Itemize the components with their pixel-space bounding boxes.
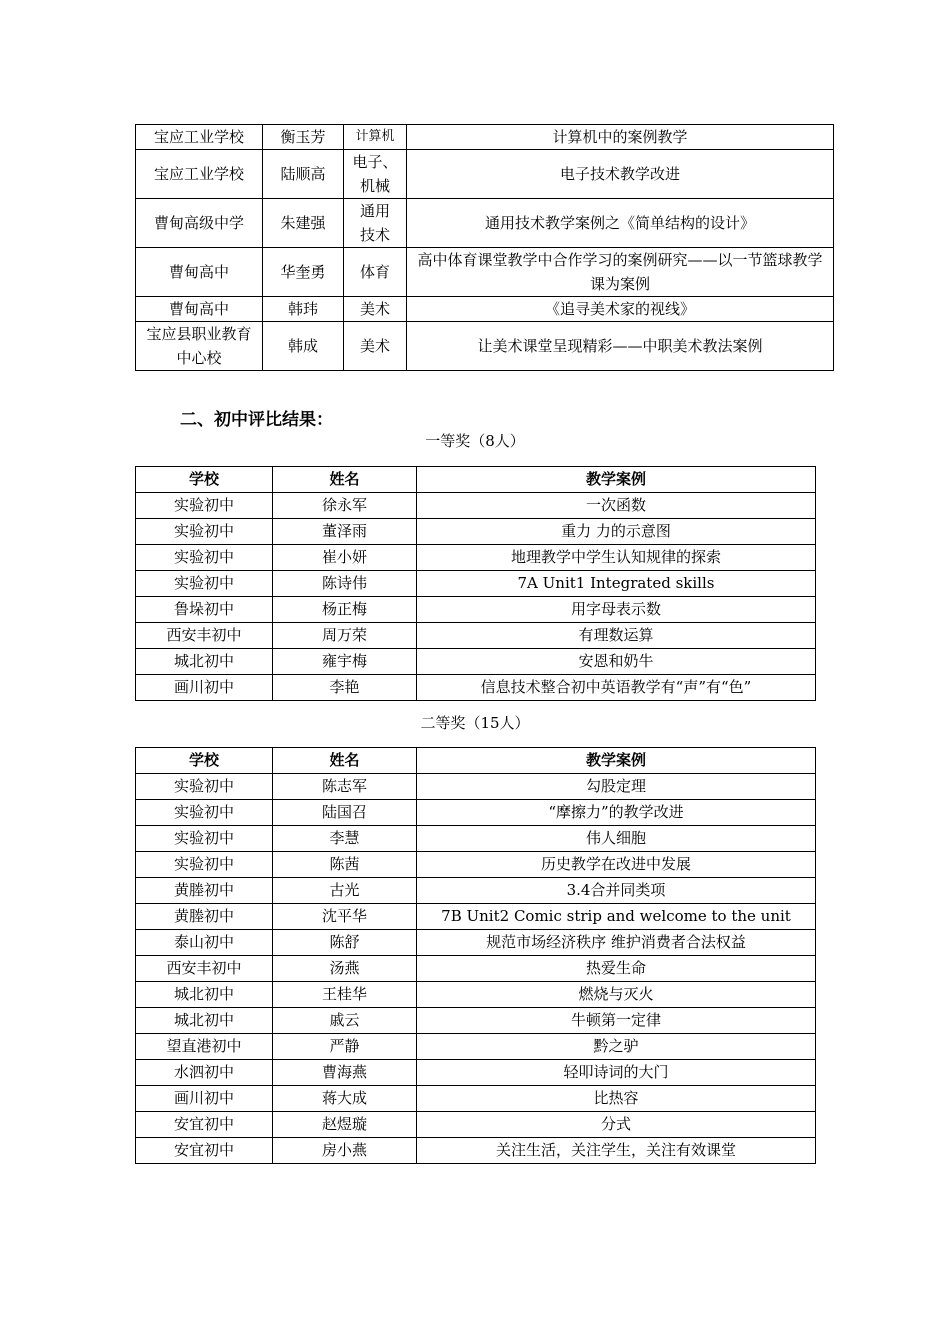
name-cell: 徐永军 xyxy=(273,493,417,519)
table-row xyxy=(136,125,834,150)
case-cell: 3.4合并同类项 xyxy=(417,878,816,904)
header-school: 学校 xyxy=(136,748,273,774)
second-prize-table xyxy=(135,747,816,1164)
name-cell: 房小燕 xyxy=(273,1138,417,1164)
name-cell: 陆顺高 xyxy=(263,150,344,199)
school-cell: 水泗初中 xyxy=(136,1060,273,1086)
table-row xyxy=(136,774,816,800)
table-row xyxy=(136,800,816,826)
table-row xyxy=(136,1086,816,1112)
name-cell: 韩成 xyxy=(263,322,344,371)
name-cell: 陈志军 xyxy=(273,774,417,800)
table-row xyxy=(136,675,816,701)
table-row xyxy=(136,150,834,199)
table-row xyxy=(136,519,816,545)
school-cell: 宝应工业学校 xyxy=(136,150,263,199)
case-cell: 燃烧与灭火 xyxy=(417,982,816,1008)
table-row xyxy=(136,1008,816,1034)
name-cell: 汤燕 xyxy=(273,956,417,982)
table-row xyxy=(136,1034,816,1060)
case-cell: 重力 力的示意图 xyxy=(417,519,816,545)
name-cell: 赵煜璇 xyxy=(273,1112,417,1138)
header-case: 教学案例 xyxy=(417,748,816,774)
school-cell: 实验初中 xyxy=(136,852,273,878)
name-cell: 陈舒 xyxy=(273,930,417,956)
case-cell: 用字母表示数 xyxy=(417,597,816,623)
case-cell: 电子技术教学改进 xyxy=(407,150,834,199)
school-cell: 黄塍初中 xyxy=(136,878,273,904)
name-cell: 杨正梅 xyxy=(273,597,417,623)
school-cell: 西安丰初中 xyxy=(136,956,273,982)
school-cell: 曹甸高中 xyxy=(136,297,263,322)
school-cell: 黄塍初中 xyxy=(136,904,273,930)
case-cell: 分式 xyxy=(417,1112,816,1138)
table-row xyxy=(136,826,816,852)
case-cell: 黔之驴 xyxy=(417,1034,816,1060)
case-cell: 让美术课堂呈现精彩——中职美术教法案例 xyxy=(407,322,834,371)
name-cell: 陈诗伟 xyxy=(273,571,417,597)
case-cell: 勾股定理 xyxy=(417,774,816,800)
case-cell: 7A Unit1 Integrated skills xyxy=(417,571,816,597)
table-row xyxy=(136,878,816,904)
name-cell: 古光 xyxy=(273,878,417,904)
case-cell: 高中体育课堂教学中合作学习的案例研究——以一节篮球教学课为案例 xyxy=(407,248,834,297)
table-row xyxy=(136,248,834,297)
subject-cell: 电子、机械 xyxy=(344,150,407,199)
name-cell: 崔小妍 xyxy=(273,545,417,571)
table-row xyxy=(136,545,816,571)
case-cell: 伟人细胞 xyxy=(417,826,816,852)
school-cell: 鲁垛初中 xyxy=(136,597,273,623)
case-cell: 历史教学在改进中发展 xyxy=(417,852,816,878)
school-cell: 画川初中 xyxy=(136,675,273,701)
subject-cell: 体育 xyxy=(344,248,407,297)
table-row xyxy=(136,1060,816,1086)
name-cell: 华奎勇 xyxy=(263,248,344,297)
first-prize-caption: 一等奖（8人） xyxy=(425,432,525,450)
case-cell: 牛顿第一定律 xyxy=(417,1008,816,1034)
school-cell: 泰山初中 xyxy=(136,930,273,956)
name-cell: 朱建强 xyxy=(263,199,344,248)
name-cell: 曹海燕 xyxy=(273,1060,417,1086)
name-cell: 韩玮 xyxy=(263,297,344,322)
school-cell: 城北初中 xyxy=(136,982,273,1008)
school-cell: 城北初中 xyxy=(136,649,273,675)
school-cell: 曹甸高中 xyxy=(136,248,263,297)
school-cell: 曹甸高级中学 xyxy=(136,199,263,248)
case-cell: 规范市场经济秩序 维护消费者合法权益 xyxy=(417,930,816,956)
case-cell: 信息技术整合初中英语教学有“声”有“色” xyxy=(417,675,816,701)
case-cell: 关注生活，关注学生，关注有效课堂 xyxy=(417,1138,816,1164)
name-cell: 李艳 xyxy=(273,675,417,701)
table-row xyxy=(136,571,816,597)
header-school: 学校 xyxy=(136,467,273,493)
table-row xyxy=(136,649,816,675)
case-cell: 一次函数 xyxy=(417,493,816,519)
school-cell: 实验初中 xyxy=(136,800,273,826)
case-cell: 比热容 xyxy=(417,1086,816,1112)
subject-cell: 计算机 xyxy=(344,125,407,150)
school-cell: 宝应县职业教育中心校 xyxy=(136,322,263,371)
school-cell: 实验初中 xyxy=(136,571,273,597)
subject-cell: 通用技术 xyxy=(344,199,407,248)
name-cell: 李慧 xyxy=(273,826,417,852)
table-row xyxy=(136,493,816,519)
school-cell: 宝应工业学校 xyxy=(136,125,263,150)
header-case: 教学案例 xyxy=(417,467,816,493)
school-cell: 安宜初中 xyxy=(136,1138,273,1164)
case-cell: 安恩和奶牛 xyxy=(417,649,816,675)
case-cell: 通用技术教学案例之《简单结构的设计》 xyxy=(407,199,834,248)
school-cell: 实验初中 xyxy=(136,545,273,571)
name-cell: 陆国召 xyxy=(273,800,417,826)
case-cell: 《追寻美术家的视线》 xyxy=(407,297,834,322)
name-cell: 周万荣 xyxy=(273,623,417,649)
table-header-row xyxy=(136,748,816,774)
name-cell: 董泽雨 xyxy=(273,519,417,545)
school-cell: 实验初中 xyxy=(136,493,273,519)
header-name: 姓名 xyxy=(273,467,417,493)
case-cell: 有理数运算 xyxy=(417,623,816,649)
header-name: 姓名 xyxy=(273,748,417,774)
table-row xyxy=(136,322,834,371)
table-row xyxy=(136,1138,816,1164)
table-header-row xyxy=(136,467,816,493)
school-cell: 西安丰初中 xyxy=(136,623,273,649)
name-cell: 沈平华 xyxy=(273,904,417,930)
school-cell: 城北初中 xyxy=(136,1008,273,1034)
table-row xyxy=(136,956,816,982)
name-cell: 衡玉芳 xyxy=(263,125,344,150)
second-prize-caption: 二等奖（15人） xyxy=(420,714,530,732)
table-row xyxy=(136,199,834,248)
name-cell: 蒋大成 xyxy=(273,1086,417,1112)
section-heading-junior: 二、初中评比结果： xyxy=(180,410,333,430)
table-row xyxy=(136,623,816,649)
case-cell: “摩擦力”的教学改进 xyxy=(417,800,816,826)
name-cell: 严静 xyxy=(273,1034,417,1060)
school-cell: 画川初中 xyxy=(136,1086,273,1112)
case-cell: 地理教学中学生认知规律的探索 xyxy=(417,545,816,571)
first-prize-table xyxy=(135,466,816,701)
school-cell: 望直港初中 xyxy=(136,1034,273,1060)
subject-cell: 美术 xyxy=(344,322,407,371)
school-cell: 实验初中 xyxy=(136,774,273,800)
table-row xyxy=(136,297,834,322)
table-row xyxy=(136,930,816,956)
table-row xyxy=(136,1112,816,1138)
case-cell: 轻叩诗词的大门 xyxy=(417,1060,816,1086)
school-cell: 实验初中 xyxy=(136,519,273,545)
table-row xyxy=(136,904,816,930)
senior-results-table xyxy=(135,124,834,371)
name-cell: 陈茜 xyxy=(273,852,417,878)
case-cell: 7B Unit2 Comic strip and welcome to the unit xyxy=(417,904,816,930)
school-cell: 安宜初中 xyxy=(136,1112,273,1138)
table-row xyxy=(136,597,816,623)
case-cell: 热爱生命 xyxy=(417,956,816,982)
name-cell: 戚云 xyxy=(273,1008,417,1034)
table-row xyxy=(136,852,816,878)
name-cell: 王桂华 xyxy=(273,982,417,1008)
table-row xyxy=(136,982,816,1008)
subject-cell: 美术 xyxy=(344,297,407,322)
case-cell: 计算机中的案例教学 xyxy=(407,125,834,150)
name-cell: 雍宇梅 xyxy=(273,649,417,675)
school-cell: 实验初中 xyxy=(136,826,273,852)
